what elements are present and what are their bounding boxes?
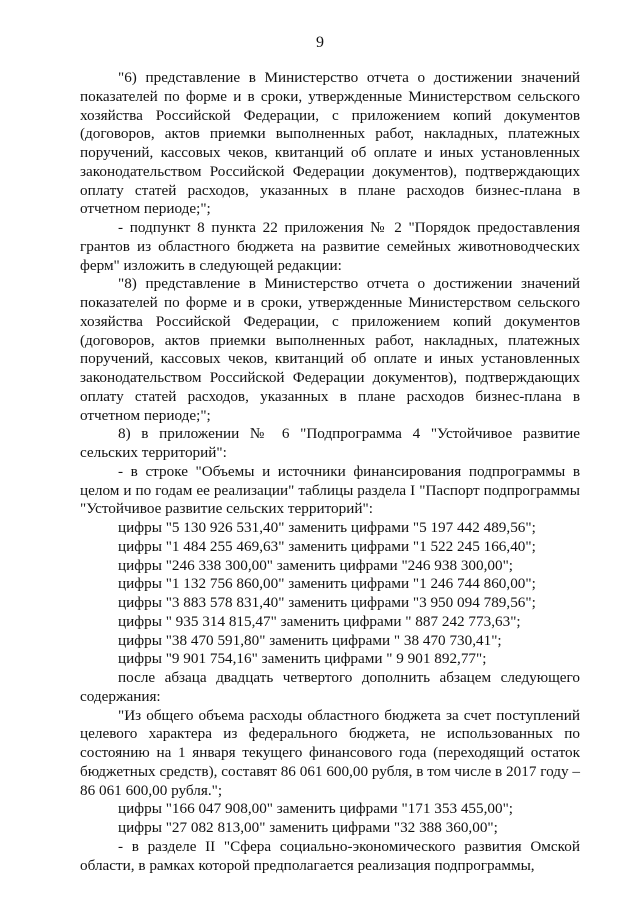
- paragraph-quoted-item-6: "6) представление в Министерство отчета о достижении значений показателей по форме и в сроки, утвержденные Министерством сельского хозяйства Российской Федерации, с приложением копий документов (договоров, актов приемки выполненных работ, накладных, платежных поручений, кассовых чеков, квитанций об оплате и иных установленных законодательством Российской Федерации документов), подтверждающих оплату статей расходов, указанных в плане расходов бизнес-плана в отчетном периоде;";: [80, 69, 580, 218]
- replacement-line: цифры " 935 314 815,47" заменить цифрами " 887 242 773,63";: [118, 612, 521, 630]
- replacement-line: цифры "3 883 578 831,40" заменить цифрами "3 950 094 789,56";: [118, 594, 536, 611]
- paragraph-financing-row: - в строке "Объемы и источники финансирования подпрограммы в целом и по годам ее реализации" таблицы раздела I "Паспорт подпрограммы "Устойчивое развитие сельских территорий":: [80, 462, 580, 518]
- replacement-line: цифры "9 901 754,16" заменить цифрами " 9 901 892,77";: [118, 650, 487, 668]
- paragraph-appendix-6: 8) в приложении № 6 "Подпрограмма 4 "Устойчивое развитие сельских территорий":: [80, 425, 580, 461]
- replacement-line: цифры "1 484 255 469,63" заменить цифрами "1 522 245 166,40";: [118, 537, 536, 555]
- replacement-line: цифры "166 047 908,00" заменить цифрами "171 353 455,00";: [118, 800, 514, 818]
- paragraph-amend-subpoint-8: - подпункт 8 пункта 22 приложения № 2 "Порядок предоставления грантов из областного бюджета на развитие семейных животноводческих ферм" изложить в следующей редакции:: [80, 219, 580, 274]
- paragraph-quoted-item-8: "8) представление в Министерство отчета о достижении значений показателей по форме и в сроки, утвержденные Министерством сельского хозяйства Российской Федерации, с приложением копий документов (договоров, актов приемки выполненных работ, накладных, платежных поручений, кассовых чеков, квитанций об оплате и иных установленных законодательством Российской Федерации документов), подтверждающих оплату статей расходов, указанных в плане расходов бизнес-плана в отчетном периоде;";: [80, 275, 580, 424]
- replacement-line: цифры "1 132 756 860,00" заменить цифрами "1 246 744 860,00";: [118, 575, 536, 593]
- document-body: [80, 69, 580, 875]
- replacement-line: цифры "5 130 926 531,40" заменить цифрами "5 197 442 489,56";: [118, 519, 536, 536]
- paragraph-quoted-addition: "Из общего объема расходы областного бюджета за счет поступлений целевого характера из федерального бюджета, не использованных по состоянию на 1 января текущего финансового года (переходящий остаток бюджетных средств), составят 86 061 600,00 рубля, в том числе в 2017 году – 86 061 600,00 рубля.";: [80, 706, 580, 799]
- replacement-line: цифры "246 338 300,00" заменить цифрами "246 938 300,00";: [118, 556, 514, 574]
- replacement-line: цифры "38 470 591,80" заменить цифрами " 38 470 730,41";: [118, 631, 502, 649]
- paragraph-section-2: - в разделе II "Сфера социально-экономического развития Омской области, в рамках которой предполагается реализация подпрограммы,: [80, 837, 580, 874]
- page-number: 9: [316, 34, 324, 51]
- paragraph-add-after-24th: после абзаца двадцать четвертого дополнить абзацем следующего содержания:: [80, 669, 580, 705]
- replacement-line: цифры "27 082 813,00" заменить цифрами "32 388 360,00";: [118, 819, 498, 836]
